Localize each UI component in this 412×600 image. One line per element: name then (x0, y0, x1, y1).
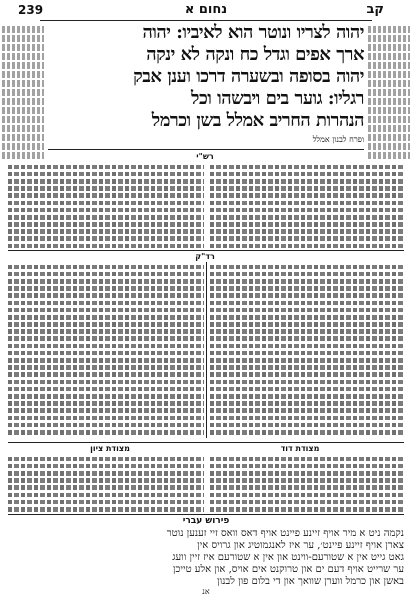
section-divider (8, 514, 404, 515)
verse-line: יהוה לצריו ונוטר הוא לאיביו: יהוה (142, 22, 364, 43)
hebrew-page-number: קב (366, 2, 384, 17)
metzudat-david-heading: מצודת דוד (280, 444, 320, 453)
verse-line: ארך אפים וגדל כח ונקה לא ינקה (146, 44, 364, 65)
section-divider (8, 442, 404, 443)
yiddish-line: באשן און כרמל ווערן שוואך און די בלום פון לבנון (217, 576, 404, 587)
verse-line: יהוה בסופה ובשערה דרכו וענן אבק (133, 66, 364, 87)
radak-heading: רד"ק (195, 252, 215, 261)
radak-commentary-left (8, 262, 204, 438)
main-verse-text (48, 22, 364, 134)
yiddish-line: נקמה ניט א מיר אויף זיינע פיינט אויף דאס וואס זיי זענען נוטר (166, 528, 404, 539)
page-header (18, 2, 384, 21)
section-divider (8, 250, 404, 251)
page-number: 239 (18, 3, 44, 17)
metzudat-tzion-text (8, 454, 204, 512)
verse-line: רגליו: גוער בים ויבשהו וכל (191, 88, 364, 109)
metzudat-tzion-heading: מצודת ציון (90, 444, 130, 453)
rashi-heading: רש"י (196, 152, 214, 161)
yiddish-section-title: פירוש עברי (182, 516, 230, 526)
targum-column-right (368, 24, 410, 160)
metzudat-david-text (210, 454, 404, 512)
verse-continuation: ופרח לבנון אמלל (48, 135, 364, 150)
verse-line: הנהרות החריב אמלל בשן וכרמל (151, 110, 364, 131)
targum-column-left (2, 24, 44, 160)
yiddish-translation (8, 528, 404, 588)
book-title: נחום א (184, 2, 228, 17)
yiddish-line: גאט גייט אין א שטורעם-ווינט און אין א שטורעם איז זיין וועג (172, 552, 404, 563)
rashi-commentary-left (8, 162, 204, 248)
yiddish-line: ער שרייט אויף דעם ים און טרוקנט אים אויס, און אלע טייכן (172, 564, 404, 575)
page-footer: אנ (202, 587, 210, 596)
rashi-commentary-right (210, 162, 404, 248)
yiddish-line: צארן אויף זיינע פיינט׳, ער איז לאנגמוטיג און גרויס אין (197, 540, 404, 551)
column-divider (206, 262, 207, 438)
radak-commentary-right (210, 262, 404, 438)
